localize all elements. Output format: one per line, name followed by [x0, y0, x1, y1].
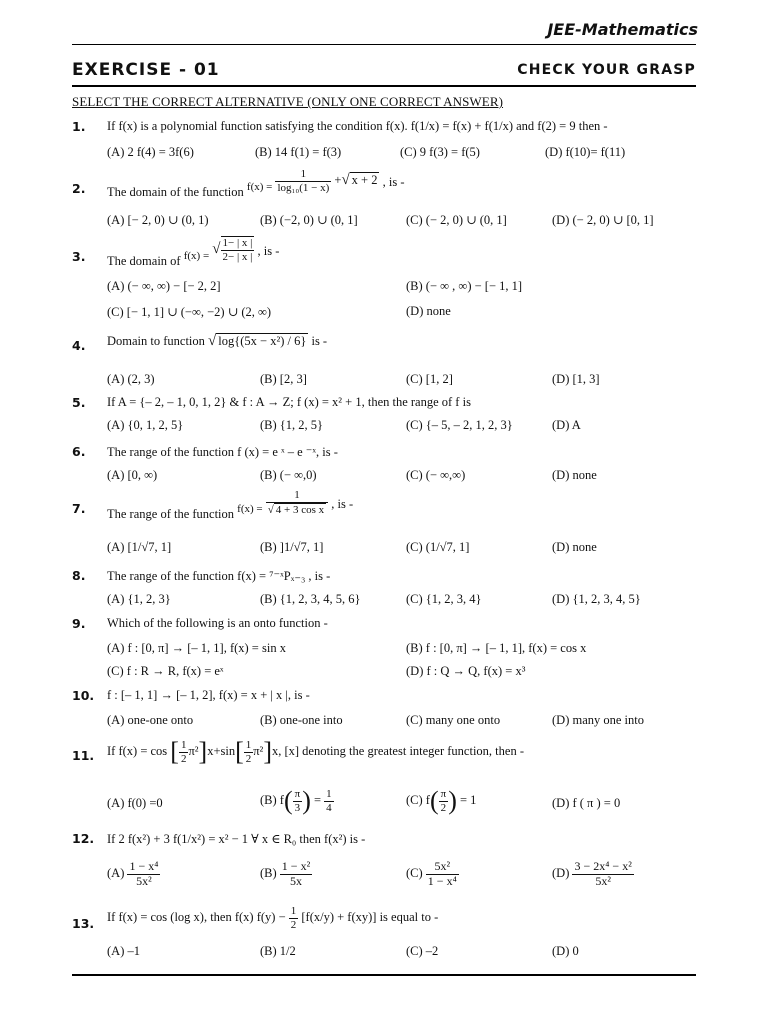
option-d: (D) (− 2, 0) ∪ [0, 1]: [552, 213, 654, 227]
option-b: (B) one-one into: [260, 713, 343, 727]
option-d: (D) none: [406, 304, 451, 318]
option-b: (B) (− ∞,0): [260, 468, 317, 482]
question-number: 7.: [72, 501, 86, 516]
option-b: (B) 1/2: [260, 944, 296, 958]
option-a: (A) f : [0, π] → [– 1, 1], f(x) = sin x: [107, 641, 286, 655]
option-a: (A) 2 f(4) = 3f(6): [107, 145, 194, 159]
option-d: (D) [1, 3]: [552, 372, 600, 386]
option-a: (A) [1/√7, 1]: [107, 540, 172, 554]
option-c: (C) $\frac{\text{5x²}}{\text{1 − x⁴}}$: [406, 859, 457, 888]
question-number: 1.: [72, 119, 86, 134]
option-d: (D) A: [552, 418, 581, 432]
question-text: f : [– 1, 1] → [– 1, 2], f(x) = x + | x |, is -: [107, 688, 310, 702]
option-b: (B) 14 f(1) = f(3): [255, 145, 342, 159]
option-a: (A) one-one onto: [107, 713, 194, 727]
option-c: (C) f( $\frac{\pi}{2}$ ) = 1: [406, 786, 477, 815]
option-d: (D) f ( π ) = 0: [552, 796, 621, 810]
option-c: (C) (− 2, 0) ∪ (0, 1]: [406, 213, 507, 227]
question-text: The range of the function f(x) = ⁷⁻ˣPₓ₋₃ , is -: [107, 569, 331, 583]
option-a: (A) {0, 1, 2, 5}: [107, 418, 184, 432]
question-number: 8.: [72, 568, 86, 583]
question-text: If A = {– 2, – 1, 0, 1, 2} & f : A → Z; f (x) = x² + 1, then the range of f is: [107, 395, 471, 409]
option-a: (A) {1, 2, 3}: [107, 592, 171, 606]
option-d: (D) 0: [552, 944, 579, 958]
title-rule: [72, 85, 696, 87]
question-number: 6.: [72, 444, 86, 459]
option-c: (C) f : R → R, f(x) = eˣ: [107, 664, 224, 678]
question-number: 4.: [72, 338, 86, 353]
question-number: 12.: [72, 831, 95, 846]
option-b: (B) ]1/√7, 1]: [260, 540, 324, 554]
option-a: (A) (2, 3): [107, 372, 155, 386]
option-c: (C) {1, 2, 3, 4}: [406, 592, 482, 606]
page-subject-header: JEE-Mathematics: [547, 20, 698, 39]
question-text: The range of the function f (x) = e ˣ – e ⁻ˣ, is -: [107, 445, 338, 459]
question-text: The domain of f(x) = √ $\frac{1- | x |}{2- | x |}$ , is -: [107, 237, 280, 269]
option-c: (C) –2: [406, 944, 439, 958]
option-b: (B) $\frac{\text{1 − x²}}{5x}$: [260, 859, 311, 888]
option-d: (D) none: [552, 468, 597, 482]
question-text: If 2 f(x²) + 3 f(1/x²) = x² − 1 ∀ x ∈ R₀ then f(x²) is -: [107, 832, 366, 846]
option-c: (C) {– 5, – 2, 1, 2, 3}: [406, 418, 513, 432]
question-text: Which of the following is an onto function -: [107, 616, 328, 630]
question-number: 3.: [72, 249, 86, 264]
option-d: (D) f(10)= f(11): [545, 145, 626, 159]
option-a: (A) [0, ∞): [107, 468, 158, 482]
option-d: (D) none: [552, 540, 597, 554]
question-number: 5.: [72, 395, 86, 410]
option-d: (D) $\frac{\text{3 − 2x⁴ − x²}}{\text{5x²}}$: [552, 859, 632, 888]
option-a: (A) $\frac{\text{1 − x⁴}}{\text{5x²}}$: [107, 859, 159, 888]
option-b: (B) [2, 3]: [260, 372, 307, 386]
question-text: Domain to function √ log{(5x − x²) / 6} is -: [107, 333, 328, 349]
header-rule: [72, 44, 696, 45]
option-a: (A) f(0) =0: [107, 796, 163, 810]
option-b: (B) f : [0, π] → [– 1, 1], f(x) = cos x: [406, 641, 587, 655]
question-number: 11.: [72, 748, 95, 763]
question-text: If f(x) = cos (log x), then f(x) f(y) − $\frac{1}{2}$ [f(x/y) + f(xy)] is equal to -: [107, 905, 439, 931]
instruction: SELECT THE CORRECT ALTERNATIVE (ONLY ONE CORRECT ANSWER): [72, 94, 504, 109]
option-c: (C) many one onto: [406, 713, 501, 727]
exercise-subtitle: CHECK YOUR GRASP: [517, 62, 696, 78]
exercise-title: EXERCISE - 01: [72, 60, 220, 80]
option-b: (B) (−2, 0) ∪ (0, 1]: [260, 213, 358, 227]
option-d: (D) f : Q → Q, f(x) = x³: [406, 664, 526, 678]
question-text: The range of the function f(x) = $\frac{1}{\text{√ 4 + 3 cos x}}$ , is -: [107, 489, 354, 521]
option-c: (C) 9 f(3) = f(5): [400, 145, 480, 159]
question-text: The domain of the function f(x) = $\frac{1}{\text{log₁₀(1 − x)}}$ +√ x + 2 , is -: [107, 168, 405, 200]
option-c: (C) [− 1, 1] ∪ (−∞, −2) ∪ (2, ∞): [107, 305, 272, 319]
option-a: (A) (− ∞, ∞) − [− 2, 2]: [107, 279, 221, 293]
question-number: 2.: [72, 181, 86, 196]
option-b: (B) {1, 2, 3, 4, 5, 6}: [260, 592, 361, 606]
question-number: 10.: [72, 688, 95, 703]
question-number: 13.: [72, 916, 95, 931]
option-b: (B) f( $\frac{\pi}{3}$ ) = $\frac{1}{4}$: [260, 786, 332, 815]
question-number: 9.: [72, 616, 86, 631]
option-d: (D) {1, 2, 3, 4, 5}: [552, 592, 641, 606]
option-a: (A) –1: [107, 944, 140, 958]
option-c: (C) (1/√7, 1]: [406, 540, 470, 554]
option-b: (B) {1, 2, 5}: [260, 418, 324, 432]
footer-rule: [72, 974, 696, 976]
question-text: If f(x) is a polynomial function satisfying the condition f(x). f(1/x) = f(x) + f(1/x) and f(2) = 9 then -: [107, 119, 608, 133]
option-d: (D) many one into: [552, 713, 644, 727]
question-text: If f(x) = cos [ $\frac{1}{2}$ π²]x+sin[ $\frac{1}{2}$ π²]x, [x] denoting the greatest integer function, then -: [107, 737, 524, 766]
option-c: (C) [1, 2]: [406, 372, 453, 386]
option-c: (C) (− ∞,∞): [406, 468, 466, 482]
option-a: (A) [− 2, 0) ∪ (0, 1): [107, 213, 209, 227]
option-b: (B) (− ∞ , ∞) − [− 1, 1]: [406, 279, 523, 293]
